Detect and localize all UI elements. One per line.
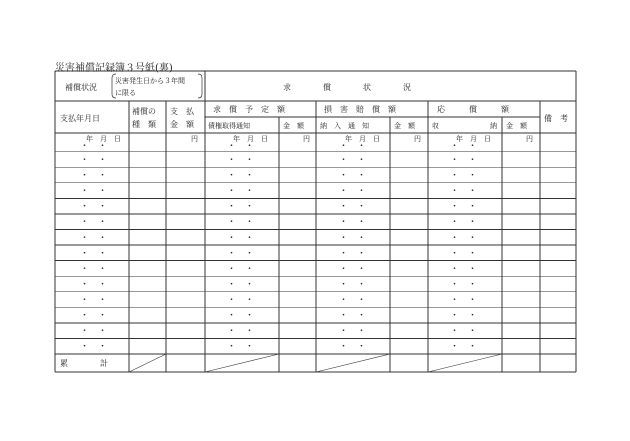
receipt-date-marker-2: ・ ・ [450,155,478,166]
receipt-date-marker-13: ・ ・ [450,326,478,337]
receipt-date-marker-6: ・ ・ [450,217,478,228]
status-label: 補償状況 [65,83,97,92]
creditor-date-marker-10: ・ ・ [227,279,255,290]
notice-date-marker-10: ・ ・ [339,279,367,290]
notice-date-marker-9: ・ ・ [339,264,367,275]
payment-date-marker-1: ・ ・ [80,141,108,152]
period-note-line2: に限る [115,89,136,97]
claim-status-label: 求 償 状 況 [283,83,411,92]
notice-date-marker-13: ・ ・ [339,326,367,337]
payment-date-marker-3: ・ ・ [80,171,108,182]
receipt-date-marker-11: ・ ・ [450,295,478,306]
response-amount-label: 金 額 [506,122,527,130]
notice-date-marker-4: ・ ・ [339,186,367,197]
receipt-date-marker-7: ・ ・ [450,233,478,244]
creditor-notice-label: 債権取得通知 [208,122,250,130]
payment-date-marker-11: ・ ・ [80,295,108,306]
unit-yen-planned: 円 [303,135,310,143]
creditor-date-marker-1: ・ ・ [227,141,255,152]
cumulative-label: 累 計 [60,359,108,368]
creditor-date-marker-4: ・ ・ [227,186,255,197]
creditor-date-marker-13: ・ ・ [227,326,255,337]
unit-ymd-receipt: 年 月 日 [456,135,491,143]
creditor-date-marker-9: ・ ・ [227,264,255,275]
notice-date-marker-2: ・ ・ [339,155,367,166]
notice-date-marker-12: ・ ・ [339,311,367,322]
planned-amount-label: 金 額 [283,122,304,130]
cumulative-diagonal-comp-type [129,354,166,372]
receipt-date-marker-12: ・ ・ [450,311,478,322]
unit-ymd-notice: 年 月 日 [345,135,380,143]
receipt-date-marker-10: ・ ・ [450,279,478,290]
notice-date-marker-3: ・ ・ [339,171,367,182]
payment-label: 納 [490,122,497,130]
creditor-date-marker-5: ・ ・ [227,202,255,213]
creditor-date-marker-8: ・ ・ [227,248,255,259]
payment-date-marker-10: ・ ・ [80,279,108,290]
comp-type-line1: 補償の [132,107,156,116]
payment-date-label: 支払年月日 [60,114,100,123]
creditor-date-marker-12: ・ ・ [227,311,255,322]
notice-date-marker-1: ・ ・ [339,141,367,152]
period-note-bracket-right [198,74,202,98]
notice-date-marker-11: ・ ・ [339,295,367,306]
planned-claim-label: 求 償 予 定 額 [213,105,285,114]
receipt-label: 収 [432,122,439,130]
creditor-date-marker-7: ・ ・ [227,233,255,244]
document-title: 災害補償記録簿３号紙(裏) [55,63,173,74]
data-rows [55,142,576,354]
cumulative-diagonal-receipt [428,354,502,372]
notice-date-marker-14: ・ ・ [339,342,367,353]
remarks-label: 備 考 [544,114,568,123]
unit-yen-paid: 円 [191,135,198,143]
creditor-date-marker-11: ・ ・ [227,295,255,306]
payment-notice-label: 納 入 通 知 [320,122,369,130]
receipt-date-marker-3: ・ ・ [450,171,478,182]
receipt-date-marker-8: ・ ・ [450,248,478,259]
response-claim-label: 応 償 額 [437,105,509,114]
payment-date-marker-14: ・ ・ [80,342,108,353]
unit-yen-response: 円 [526,135,533,143]
paid-amount-line2: 金 額 [170,120,194,129]
cumulative-diagonal-creditor [205,354,279,372]
receipt-date-marker-5: ・ ・ [450,202,478,213]
receipt-date-marker-4: ・ ・ [450,186,478,197]
payment-date-marker-5: ・ ・ [80,202,108,213]
receipt-date-marker-9: ・ ・ [450,264,478,275]
unit-yen-damage: 円 [414,135,421,143]
receipt-date-marker-14: ・ ・ [450,342,478,353]
payment-date-marker-4: ・ ・ [80,186,108,197]
payment-date-marker-2: ・ ・ [80,155,108,166]
payment-date-marker-8: ・ ・ [80,248,108,259]
notice-date-marker-8: ・ ・ [339,248,367,259]
payment-date-marker-7: ・ ・ [80,233,108,244]
period-note-line1: 災害発生日から３年間 [115,77,185,85]
payment-date-marker-12: ・ ・ [80,311,108,322]
creditor-date-marker-3: ・ ・ [227,171,255,182]
notice-date-marker-5: ・ ・ [339,202,367,213]
unit-ymd-payment: 年 月 日 [86,135,121,143]
unit-ymd-creditor: 年 月 日 [233,135,268,143]
notice-date-marker-7: ・ ・ [339,233,367,244]
cumulative-diagonal-notice [316,354,390,372]
creditor-date-marker-14: ・ ・ [227,342,255,353]
paid-amount-line1: 支 払 [170,107,194,116]
payment-date-marker-13: ・ ・ [80,326,108,337]
creditor-date-marker-6: ・ ・ [227,217,255,228]
payment-date-marker-6: ・ ・ [80,217,108,228]
payment-date-marker-9: ・ ・ [80,264,108,275]
notice-date-marker-6: ・ ・ [339,217,367,228]
damage-amount-label: 金 額 [394,122,415,130]
comp-type-line2: 種 類 [132,120,156,129]
creditor-date-marker-2: ・ ・ [227,155,255,166]
damage-claim-label: 損 害 賠 償 額 [324,105,396,114]
receipt-date-marker-1: ・ ・ [450,141,478,152]
